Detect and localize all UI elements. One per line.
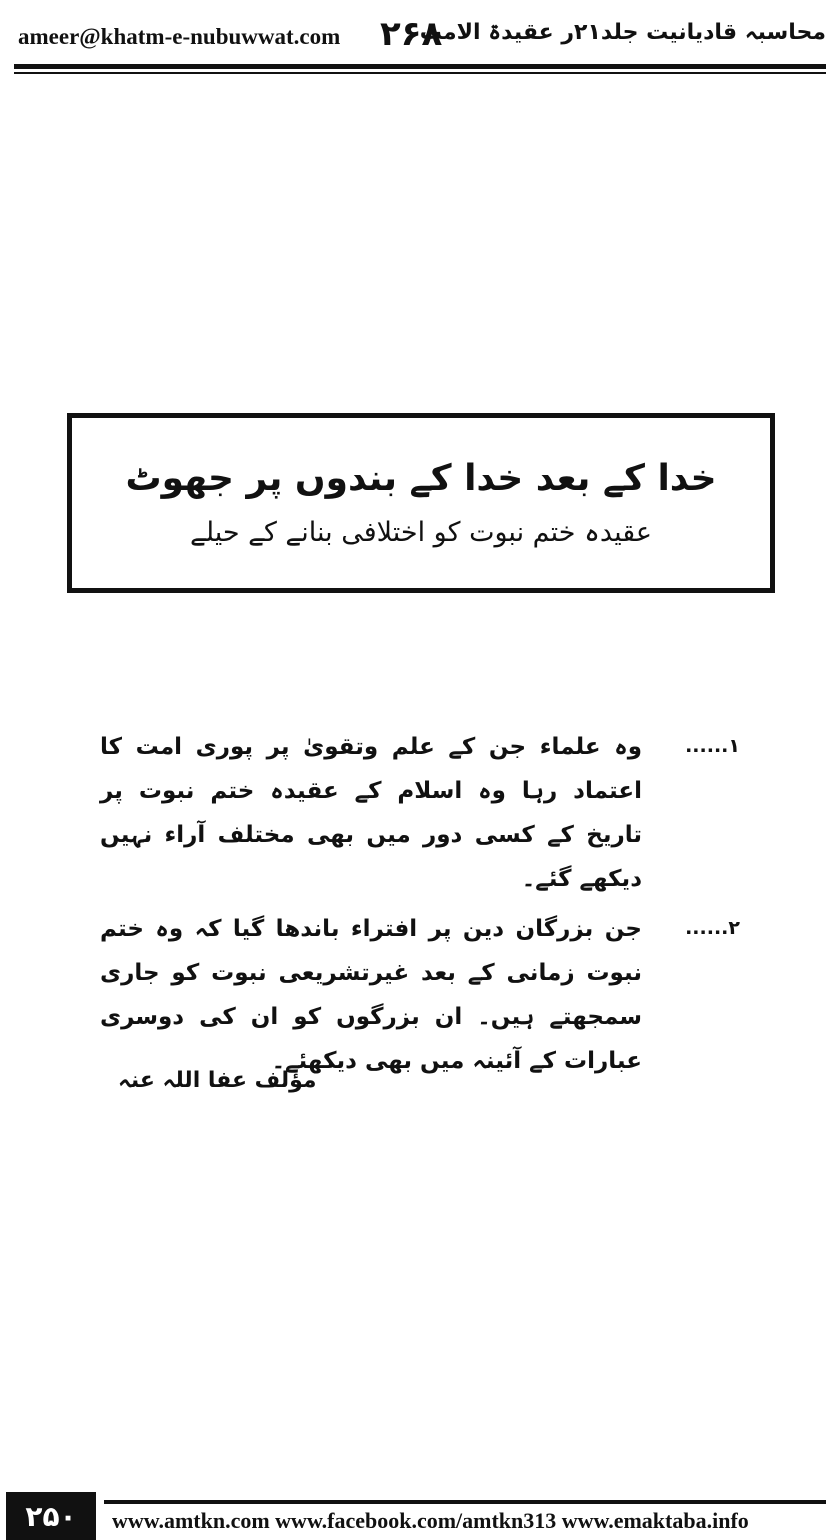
header-book-title: محاسبہ قادیانیت جلد۲۱ر عقیدۃ الامت bbox=[419, 20, 826, 45]
list-item bbox=[100, 907, 740, 1083]
chapter-title: خدا کے بعد خدا کے بندوں پر جھوٹ bbox=[125, 458, 717, 499]
list-item-number: ۲...... bbox=[685, 917, 740, 939]
list-item-text: جن بزرگان دین پر افتراء باندھا گیا کہ وہ ختم نبوت زمانی کے بعد غیرتشریعی نبوت کو جاری سمجھتے ہیں۔ ان بزرگوں کو ان کی دوسری عبارات کے آئینہ میں بھی دیکھئے۔ bbox=[100, 916, 642, 1074]
footer-page-number: ۲۵۰ bbox=[6, 1492, 96, 1540]
page-footer bbox=[0, 1488, 840, 1540]
header-rule-thick bbox=[14, 64, 826, 69]
author-signature: مؤلف عفا اللہ عنہ bbox=[118, 1068, 317, 1093]
numbered-list bbox=[100, 725, 740, 1083]
chapter-subtitle: عقیدہ ختم نبوت کو اختلافی بنانے کے حیلے bbox=[190, 517, 652, 548]
list-item-text: وہ علماء جن کے علم وتقویٰ پر پوری امت کا اعتماد رہا وہ اسلام کے عقیدہ ختم نبوت پر تاریخ کے کسی دور میں بھی مختلف آراء نہیں دیکھے گئے۔ bbox=[100, 734, 642, 892]
footer-rule bbox=[104, 1500, 826, 1504]
list-item bbox=[100, 725, 740, 901]
header-email: ameer@khatm-e-nubuwwat.com bbox=[18, 24, 341, 49]
footer-links: www.amtkn.com www.facebook.com/amtkn313 www.emaktaba.info bbox=[112, 1508, 749, 1533]
page-header bbox=[0, 0, 840, 72]
header-page-number: ۲۶۸ bbox=[380, 14, 443, 54]
header-rule-thin bbox=[14, 72, 826, 74]
list-item-number: ۱...... bbox=[685, 735, 740, 757]
chapter-title-box bbox=[67, 413, 775, 593]
